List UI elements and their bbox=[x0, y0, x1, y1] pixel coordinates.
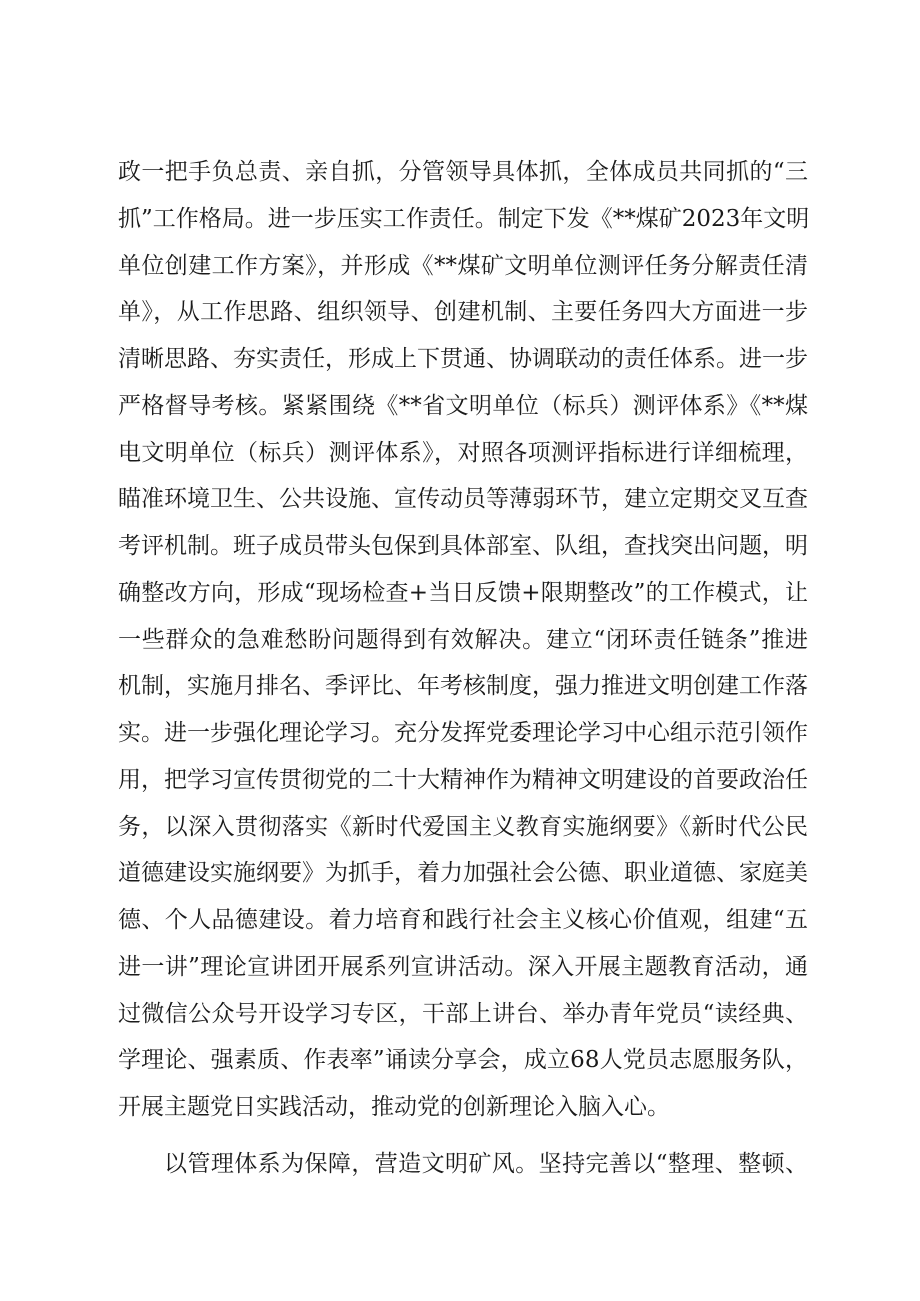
text-line: 确整改方向，形成“现场检查+当日反馈+限期整改”的工作模式，让 bbox=[118, 579, 808, 606]
text-line: 政一把手负总责、亲自抓，分管领导具体抓，全体成员共同抓的“三 bbox=[118, 159, 808, 185]
text-line: 单位创建工作方案》，并形成《**煤矿文明单位测评任务分解责任清 bbox=[118, 252, 808, 279]
text-line: 考评机制。班子成员带头包保到具体部室、队组，查找突出问题，明 bbox=[118, 533, 808, 559]
text-line: 瞄准环境卫生、公共设施、宣传动员等薄弱环节，建立定期交叉互查 bbox=[118, 486, 808, 513]
text-line: 机制，实施月排名、季评比、年考核制度，强力推进文明创建工作落 bbox=[118, 673, 808, 700]
text-line: 道德建设实施纲要》为抓手，着力加强社会公德、职业道德、家庭美 bbox=[118, 860, 808, 887]
text-line: 清晰思路、夯实责任，形成上下贯通、协调联动的责任体系。进一步 bbox=[118, 346, 808, 372]
text-line: 严格督导考核。紧紧围绕《**省文明单位（标兵）测评体系》《**煤 bbox=[118, 392, 808, 419]
text-line: 实。进一步强化理论学习。充分发挥党委理论学习中心组示范引领作 bbox=[118, 720, 808, 746]
document-body bbox=[118, 149, 808, 1188]
text-line: 开展主题党日实践活动，推动党的创新理论入脑入心。 bbox=[118, 1094, 670, 1120]
text-line: 电文明单位（标兵）测评体系》，对照各项测评指标进行详细梳理， bbox=[118, 439, 808, 466]
text-line: 用，把学习宣传贯彻党的二十大精神作为精神文明建设的首要政治任 bbox=[118, 766, 808, 793]
text-line: 一些群众的急难愁盼问题得到有效解决。建立“闭环责任链条”推进 bbox=[118, 626, 808, 653]
text-line: 进一讲”理论宣讲团开展系列宣讲活动。深入开展主题教育活动，通 bbox=[118, 953, 808, 980]
text-line: 抓”工作格局。进一步压实工作责任。制定下发《**煤矿2023年文明 bbox=[118, 205, 810, 232]
text-line: 学理论、强素质、作表率”诵读分享会，成立68人党员志愿服务队， bbox=[118, 1047, 808, 1074]
text-line: 务，以深入贯彻落实《新时代爱国主义教育实施纲要》《新时代公民 bbox=[118, 813, 808, 840]
paragraph-1 bbox=[118, 149, 808, 1131]
paragraph-2 bbox=[118, 1141, 808, 1188]
text-line: 以管理体系为保障，营造文明矿风。坚持完善以“整理、整顿、 bbox=[164, 1150, 808, 1177]
text-line: 德、个人品德建设。着力培育和践行社会主义核心价值观，组建“五 bbox=[118, 907, 808, 933]
text-line: 过微信公众号开设学习专区，干部上讲台、举办青年党员“读经典、 bbox=[118, 1000, 808, 1027]
text-line: 单》，从工作思路、组织领导、创建机制、主要任务四大方面进一步 bbox=[118, 299, 808, 326]
